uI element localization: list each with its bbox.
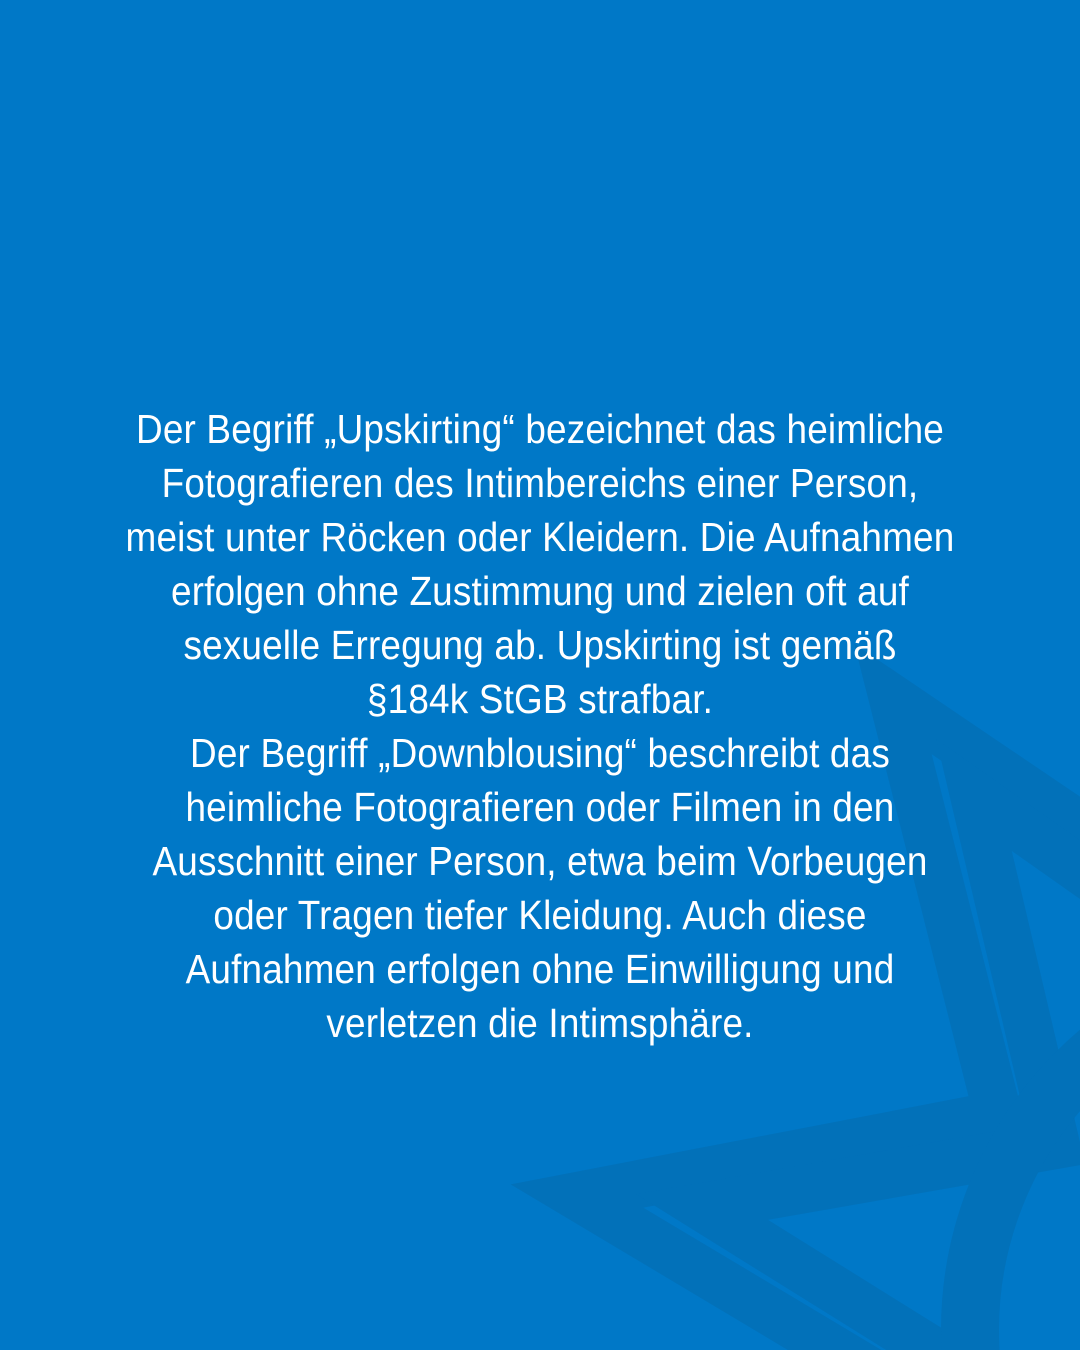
paragraph-downblousing [0,726,1080,1050]
text-line: §184k StGB strafbar. [366,676,714,722]
text-line: meist unter Röcken oder Kleidern. Die Aufnahmen [125,514,955,560]
text-line: oder Tragen tiefer Kleidung. Auch diese [213,892,867,938]
text-line: verletzen die Intimsphäre. [326,1000,754,1046]
body-text [0,402,1080,1050]
text-line: erfolgen ohne Zustimmung und zielen oft auf [171,568,909,614]
text-line: Fotografieren des Intimbereichs einer Person, [161,460,919,506]
text-line: Der Begriff „Downblousing“ beschreibt das [190,730,890,776]
text-line: sexuelle Erregung ab. Upskirting ist gemäß [183,622,897,668]
text-line: Der Begriff „Upskirting“ bezeichnet das heimliche [135,406,945,452]
text-line: heimliche Fotografieren oder Filmen in den [185,784,895,830]
text-line: Aufnahmen erfolgen ohne Einwilligung und [185,946,895,992]
text-line: Ausschnitt einer Person, etwa beim Vorbeugen [152,838,928,884]
paragraph-upskirting [0,402,1080,726]
